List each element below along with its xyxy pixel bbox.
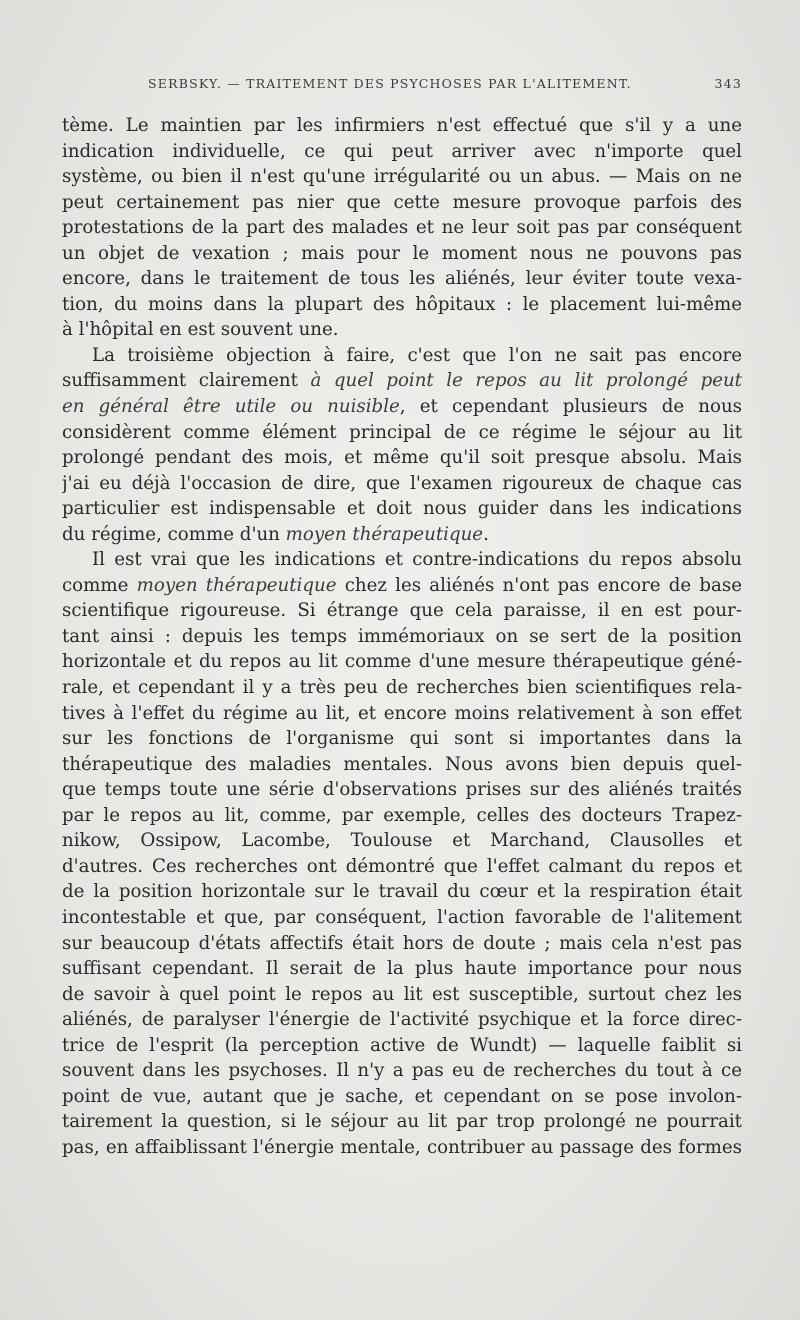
text-line bbox=[62, 624, 742, 650]
text-span: suffisant cependant. Il serait de la plus haute importance pour nous bbox=[62, 958, 742, 980]
text-span: tives à l'effet du régime au lit, et encore moins relativement à son effet bbox=[62, 702, 742, 724]
text-line bbox=[62, 752, 742, 778]
text-line bbox=[62, 956, 742, 982]
text-line bbox=[62, 982, 742, 1008]
italic-phrase: en général être utile ou nuisible bbox=[62, 396, 400, 418]
text-line bbox=[62, 701, 742, 727]
text-span: j'ai eu déjà l'occasion de dire, que l'examen rigoureux de chaque cas bbox=[62, 472, 742, 494]
text-line bbox=[62, 1084, 742, 1110]
text-span: que temps toute une série d'observations prises sur des aliénés traités bbox=[62, 779, 742, 801]
italic-phrase: moyen thérapeutique bbox=[279, 523, 484, 545]
text-span: un objet de vexation ; mais pour le moment nous ne pouvons pas bbox=[62, 242, 742, 264]
text-line bbox=[62, 266, 742, 292]
text-span: chez les aliénés n'ont pas encore de base bbox=[336, 574, 742, 596]
text-line bbox=[62, 522, 742, 548]
italic-phrase: à quel point le repos au lit prolongé peut bbox=[297, 370, 742, 392]
text-span: incontestable et que, par conséquent, l'action favorable de l'alitement bbox=[62, 906, 742, 928]
text-span: indication individuelle, ce qui peut arriver avec n'importe quel bbox=[62, 140, 742, 162]
text-line bbox=[62, 931, 742, 957]
text-span: peut certainement pas nier que cette mesure provoque parfois des bbox=[62, 191, 742, 213]
text-span: comme bbox=[62, 574, 129, 596]
running-head: SERBSKY. — TRAITEMENT DES PSYCHOSES PAR L'ALITEMENT. bbox=[148, 76, 632, 91]
text-span: de savoir à quel point le repos au lit est susceptible, surtout chez les bbox=[62, 983, 742, 1005]
text-span: par le repos au lit, comme, par exemple, celles des docteurs Trapez- bbox=[62, 804, 742, 826]
text-span: de la position horizontale sur le travail du cœur et la respiration était bbox=[62, 881, 742, 903]
text-span: , et cependant plusieurs de nous bbox=[399, 396, 742, 418]
text-line bbox=[62, 905, 742, 931]
text-span: tème. Le maintien par les infirmiers n'est effectué que s'il y a une bbox=[62, 115, 742, 136]
text-span: La troisième objection à faire, c'est que l'on ne sait pas encore bbox=[92, 344, 742, 366]
text-line bbox=[62, 598, 742, 624]
text-line bbox=[62, 368, 742, 394]
text-line bbox=[62, 1109, 742, 1135]
page-number: 343 bbox=[714, 76, 742, 91]
text-line bbox=[62, 1135, 742, 1161]
text-line bbox=[62, 777, 742, 803]
text-line bbox=[62, 241, 742, 267]
text-line bbox=[62, 649, 742, 675]
text-line bbox=[62, 1007, 742, 1033]
text-line bbox=[62, 394, 742, 420]
text-line bbox=[62, 445, 742, 471]
text-span: à l'hôpital en est souvent une. bbox=[62, 319, 339, 341]
text-line bbox=[62, 675, 742, 701]
text-line bbox=[62, 420, 742, 446]
text-span: point de vue, autant que je sache, et cependant on se pose involon- bbox=[62, 1085, 742, 1107]
text-span: encore, dans le traitement de tous les aliénés, leur éviter toute vexa- bbox=[62, 268, 742, 290]
text-line bbox=[62, 547, 742, 573]
text-span: scientifique rigoureuse. Si étrange que cela paraisse, il en est pour- bbox=[62, 600, 742, 622]
text-span: particulier est indispensable et doit nous guider dans les indications bbox=[62, 498, 742, 520]
text-line bbox=[62, 292, 742, 318]
text-span: d'autres. Ces recherches ont démontré que l'effet calmant du repos et bbox=[62, 855, 742, 877]
text-line bbox=[62, 879, 742, 905]
page-header bbox=[62, 76, 742, 100]
text-span: système, ou bien il n'est qu'une irrégularité ou un abus. — Mais on ne bbox=[62, 166, 742, 188]
text-span: du régime, comme d'un bbox=[62, 523, 280, 545]
text-line bbox=[62, 343, 742, 369]
text-line bbox=[62, 828, 742, 854]
text-span: tairement la question, si le séjour au lit par trop prolongé ne pourrait bbox=[62, 1111, 742, 1133]
text-line bbox=[62, 113, 742, 139]
text-span: horizontale et du repos au lit comme d'une mesure thérapeutique géné- bbox=[62, 651, 742, 673]
body-text bbox=[62, 113, 742, 1160]
text-line bbox=[62, 471, 742, 497]
text-line bbox=[62, 164, 742, 190]
text-span: nikow, Ossipow, Lacombe, Toulouse et Marchand, Clausolles et bbox=[62, 830, 742, 852]
text-span: pas, en affaiblissant l'énergie mentale, contribuer au passage des formes bbox=[62, 1136, 742, 1158]
text-line bbox=[62, 317, 742, 343]
text-line bbox=[62, 1058, 742, 1084]
italic-phrase: moyen thérapeutique bbox=[128, 574, 337, 596]
text-span: . bbox=[483, 523, 489, 545]
text-span: tant ainsi : depuis les temps immémoriaux on se sert de la position bbox=[62, 625, 742, 647]
text-span: rale, et cependant il y a très peu de recherches bien scientifiques rela- bbox=[62, 677, 742, 699]
text-span: prolongé pendant des mois, et même qu'il soit presque absolu. Mais bbox=[62, 447, 742, 469]
text-line bbox=[62, 854, 742, 880]
text-span: protestations de la part des malades et ne leur soit pas par conséquent bbox=[62, 217, 742, 239]
text-span: sur beaucoup d'états affectifs était hors de doute ; mais cela n'est pas bbox=[62, 932, 742, 954]
text-line bbox=[62, 190, 742, 216]
text-span: tion, du moins dans la plupart des hôpitaux : le placement lui-même bbox=[62, 293, 742, 315]
text-line bbox=[62, 573, 742, 599]
text-line bbox=[62, 726, 742, 752]
text-span: sur les fonctions de l'organisme qui sont si importantes dans la bbox=[62, 728, 742, 750]
text-line bbox=[62, 803, 742, 829]
text-span: souvent dans les psychoses. Il n'y a pas eu de recherches du tout à ce bbox=[62, 1060, 742, 1082]
text-span: thérapeutique des maladies mentales. Nous avons bien depuis quel- bbox=[62, 753, 742, 775]
text-span: considèrent comme élément principal de ce régime le séjour au lit bbox=[62, 421, 742, 443]
text-span: trice de l'esprit (la perception active de Wundt) — laquelle faiblit si bbox=[62, 1034, 742, 1056]
text-span: suffisamment clairement bbox=[62, 370, 298, 392]
text-line bbox=[62, 139, 742, 165]
text-span: Il est vrai que les indications et contre-indications du repos absolu bbox=[92, 549, 742, 571]
text-line bbox=[62, 496, 742, 522]
text-span: aliénés, de paralyser l'énergie de l'activité psychique et la force direc- bbox=[62, 1009, 742, 1031]
text-line bbox=[62, 1033, 742, 1059]
text-line bbox=[62, 215, 742, 241]
